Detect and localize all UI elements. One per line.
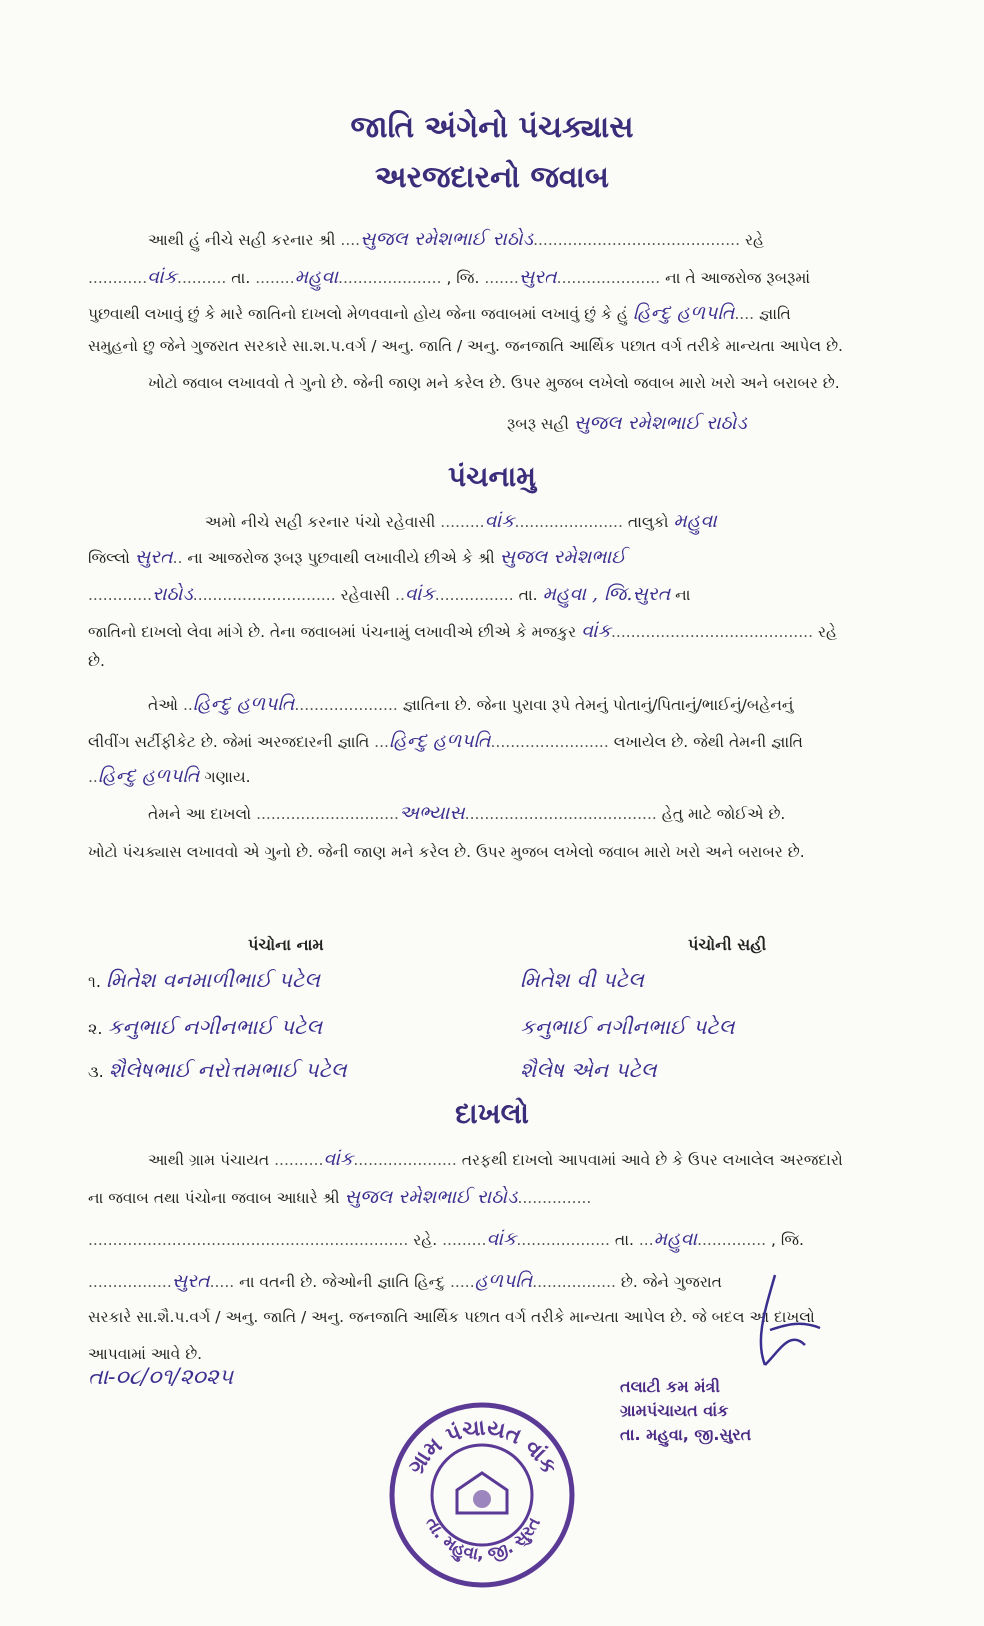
label-text: તા. (231, 269, 251, 287)
label-text: તા. (518, 586, 538, 604)
label-text: તરફથી દાખલો આપવામાં આવે છે કે ઉપર લખાલેલ અરજદારો (461, 1151, 843, 1169)
panchnamu-line-2: જિલ્લો સુરત.. ના આજરોજ રૂબરૂ પુછવાથી લખાવીયે છીએ કે શ્રી સુજલ રમેશભાઈ (88, 546, 626, 568)
panch-row (88, 968, 320, 993)
label-text: છે. જેને ગુજરાત (620, 1273, 722, 1291)
label-text: ના (675, 586, 691, 604)
panch-signature: મિતેશ વી પટેલ (520, 968, 644, 992)
certificate-name: સુજલ રમેશભાઈ રાઠોડ (344, 1186, 518, 1208)
officer-title: તલાટી કમ મંત્રી (620, 1377, 720, 1396)
label-text: , જિ. (771, 1231, 804, 1249)
panchnamu-caste-3: હિન્દુ હળપતિ (97, 765, 200, 787)
panch-signature: કનુભાઈ નગીનભાઈ પટેલ (520, 1015, 735, 1039)
panch-name: શૈલેષભાઈ નરોત્તમભાઈ પટેલ (108, 1058, 347, 1082)
label-text: રહેવાસી (340, 586, 391, 604)
certificate-line-1: આથી ગ્રામ પંચાયત ..........વાંક..................... તરફથી દાખલો આપવામાં આવે છે કે ઉપર લખાલેલ અરજદારો (148, 1148, 843, 1170)
certificate-date: તા-૦૮/૦૧/૨૦૨૫ (88, 1365, 234, 1390)
label-text: ના આજરોજ રૂબરૂ પુછવાથી લખાવીયે છીએ કે શ્રી (187, 549, 495, 567)
panchnamu-line-4: જાતિનો દાખલો લેવા માંગે છે. તેના જવાબમાં પંચનામું લખાવીએ છીએ કે મજકુર વાંક......................................... રહે (88, 620, 837, 642)
certificate-line-6: આપવામાં આવે છે. (88, 1345, 203, 1363)
panch-sign-cell (520, 1015, 735, 1040)
panchnamu-caste-2: હિન્દુ હળપતિ (388, 730, 491, 752)
panchnamu-village: વાંક (484, 510, 515, 532)
certificate-line-4: .................સુરત..... ના વતની છે. જેઓની જ્ઞાતિ હિન્દુ .....હળપતિ................. છે. જેને ગુજરાત (88, 1270, 722, 1292)
label-text: તા. (614, 1231, 634, 1249)
panchnamu-caste: હિન્દુ હળપતિ (192, 693, 295, 715)
panch-signs-header: પંચોની સહી (688, 935, 767, 954)
svg-text:તા. મહુવા, જી. સુરત (421, 1514, 545, 1565)
panchnamu-taluka: મહુવા (673, 510, 717, 532)
label-text: રૂબરૂ સહી (507, 415, 569, 433)
panchnamu-line-7: લીવીંગ સર્ટીફીકેટ છે. જેમાં અરજદારની જ્ઞાતિ ...હિન્દુ હળપતિ........................ લખાયેલ છે. જેથી તેમની જ્ઞાતિ (88, 730, 803, 752)
label-text: , જિ. (446, 269, 480, 287)
panch-name: મિતેશ વનમાળીભાઈ પટેલ (106, 968, 321, 992)
panchnamu-district: સુરત (134, 546, 173, 568)
label-text: આથી હું નીચે સહી કરનાર શ્રી (148, 231, 336, 249)
label-text: આથી ગ્રામ પંચાયત (148, 1151, 270, 1169)
officer-signature-scribble (735, 1270, 825, 1380)
row-number: ૧. (88, 972, 101, 991)
label-text: જ્ઞાતિના છે. જેના પુરાવા રૂપે તેમનું પોતાનું/પિતાનું/ભાઈનું/બહેનનું (402, 696, 794, 714)
panch-signature: શૈલેષ એન પટેલ (520, 1058, 657, 1082)
label-text: જ્ઞાતિ (759, 305, 791, 323)
certificate-caste: હળપતિ (474, 1270, 533, 1292)
label-text: હેતુ માટે જોઈએ છે. (661, 805, 786, 823)
certificate-line-5: સરકારે સા.શૈ.પ.વર્ગ / અનુ. જાતિ / અનુ. જનજાતિ આર્થિક પછાત વર્ગ તરીકે માન્યતા આપેલ છે. જે બદલ આ દાખલો (88, 1308, 815, 1326)
certificate-line-3: ................................................................. રહે. .........વાંક................... તા. ...મહુવા.............. , જિ. (88, 1228, 804, 1250)
panch-name: કનુભાઈ નગીનભાઈ પટેલ (107, 1015, 323, 1039)
label-text: ના જવાબ તથા પંચોના જવાબ આધારે શ્રી (88, 1189, 340, 1207)
applicant-name: સુજલ રમેશભાઈ રાઠોડ (360, 228, 534, 250)
panchnamu-line-1: અમો નીચે સહી કરનાર પંચો રહેવાસી .........વાંક...................... તાલુકો મહુવા (205, 510, 717, 532)
panch-row (88, 1058, 347, 1083)
officer-block (620, 1375, 751, 1447)
panchnamu-title: પંચનામુ (447, 460, 537, 493)
stamp-text: ગ્રામ પંચાયત વાંક (403, 1415, 562, 1479)
applicant-taluka: મહુવા (294, 266, 339, 288)
applicant-village: વાંક (147, 266, 178, 288)
panchnamu-taluka-2: મહુવા , જિ.સુરત (542, 583, 671, 605)
row-number: ૩. (88, 1062, 104, 1081)
officer-address: તા. મહુવા, જી.સુરત (620, 1425, 752, 1444)
label-text: તેઓ (148, 696, 178, 714)
panch-names-header: પંચોના નામ (248, 935, 324, 954)
stamp-subtext: તા. મહુવા, જી. સુરત (421, 1514, 545, 1565)
label-text: ગણાય. (204, 768, 251, 786)
certificate-village-2: વાંક (486, 1228, 517, 1250)
panchayat-stamp (385, 1395, 580, 1590)
certificate-line-2: ના જવાબ તથા પંચોના જવાબ આધારે શ્રી સુજલ રમેશભાઈ રાઠોડ............... (88, 1186, 592, 1208)
panch-sign-cell (520, 968, 644, 993)
label-text: પુછવાથી લખાવું છું કે મારે જાતિનો દાખલો મેળવવાનો હોય જેના જવાબમાં લખાવું છું કે હું (88, 305, 628, 323)
panch-row (88, 1015, 322, 1040)
document-subtitle: અરજદારનો જવાબ (375, 160, 609, 195)
label-text: તેમને આ દાખલો (148, 805, 252, 823)
label-text: રહે. (413, 1231, 438, 1249)
applicant-line-3: પુછવાથી લખાવું છું કે મારે જાતિનો દાખલો મેળવવાનો હોય જેના જવાબમાં લખાવું છું કે હું હિન્દુ હળપતિ.... જ્ઞાતિ (88, 302, 791, 324)
label-text: તાલુકો (627, 513, 669, 531)
applicant-signature: સુજલ રમેશભાઈ રાઠોડ (573, 412, 747, 434)
panchnamu-line-5: છે. (88, 652, 105, 670)
applicant-signature-line (507, 412, 747, 434)
row-number: ૨. (88, 1019, 103, 1038)
label-text: રહે (744, 231, 764, 249)
panchnamu-line-9: તેમને આ દાખલો .............................અભ્યાસ....................................... હેતુ માટે જોઈએ છે. (148, 802, 786, 824)
certificate-title: દાખલો (455, 1097, 529, 1130)
panchnamu-purpose: અભ્યાસ (398, 802, 465, 824)
panchnamu-line-8: ..હિન્દુ હળપતિ ગણાય. (88, 765, 251, 787)
document-title: જાતિ અંગેનો પંચક્યાસ (350, 110, 634, 145)
panch-sign-cell (520, 1058, 657, 1083)
certificate-district: સુરત (171, 1270, 210, 1292)
label-text: લખાયેલ છે. જેથી તેમની જ્ઞાતિ (613, 733, 803, 751)
panchnamu-line-3: .............રાઠોડ............................. રહેવાસી ..વાંક................ તા. મહુવા , જિ.સુરત ના (88, 583, 691, 605)
label-text: જાતિનો દાખલો લેવા માંગે છે. તેના જવાબમાં પંચનામું લખાવીએ છીએ કે મજકુર (88, 623, 577, 641)
panchnamu-line-6: તેઓ ..હિન્દુ હળપતિ..................... જ્ઞાતિના છે. જેના પુરાવા રૂપે તેમનું પોતાનું/પિતાનું/ભાઈનું/બહેનનું (148, 693, 794, 715)
label-text: ના તે આજરોજ રૂબરૂમાં (665, 269, 811, 287)
panchnamu-line-10: ખોટો પંચક્યાસ લખાવવો એ ગુનો છે. જેની જાણ મને કરેલ છે. ઉપર મુજબ લખેલો જવાબ મારો ખરો અને બરાબર છે. (88, 843, 805, 861)
applicant-line-2: ............વાંક.......... તા. ........મહુવા..................... , જિ. .......સુરત..................... ના તે આજરોજ રૂબરૂમાં (88, 266, 811, 288)
label-text: જિલ્લો (88, 549, 130, 567)
panchnamu-surname: રાઠોડ (152, 583, 193, 605)
label-text: રહે (817, 623, 837, 641)
applicant-line-5: ખોટો જવાબ લખાવવો તે ગુનો છે. જેની જાણ મને કરેલ છે. ઉપર મુજબ લખેલો જવાબ મારો ખરો અને બરાબર છે. (148, 374, 840, 392)
certificate-taluka: મહુવા (653, 1228, 698, 1250)
certificate-village: વાંક (323, 1148, 354, 1170)
panchnamu-name: સુજલ રમેશભાઈ (499, 546, 626, 568)
applicant-line-1: આથી હું નીચે સહી કરનાર શ્રી ....સુજલ રમેશભાઈ રાઠોડ.......................................... રહે (148, 228, 764, 250)
label-text: લીવીંગ સર્ટીફીકેટ છે. જેમાં અરજદારની જ્ઞાતિ (88, 733, 370, 751)
applicant-caste: હિન્દુ હળપતિ (632, 302, 735, 324)
label-text: ના વતની છે. જેઓની જ્ઞાતિ હિન્દુ (239, 1273, 446, 1291)
applicant-district: સુરત (518, 266, 557, 288)
officer-panchayat: ગ્રામપંચાયત વાંક (620, 1401, 729, 1420)
panchnamu-village-3: વાંક (581, 620, 611, 642)
label-text: અમો નીચે સહી કરનાર પંચો રહેવાસી (205, 513, 436, 531)
applicant-line-4: સમુહનો છુ જેને ગુજરાત સરકારે સા.શ.પ.વર્ગ / અનુ. જાતિ / અનુ. જનજાતિ આર્થિક પછાત વર્ગ તરીકે માન્યતા આપેલ છે. (88, 337, 843, 355)
panchnamu-village-2: વાંક (404, 583, 435, 605)
